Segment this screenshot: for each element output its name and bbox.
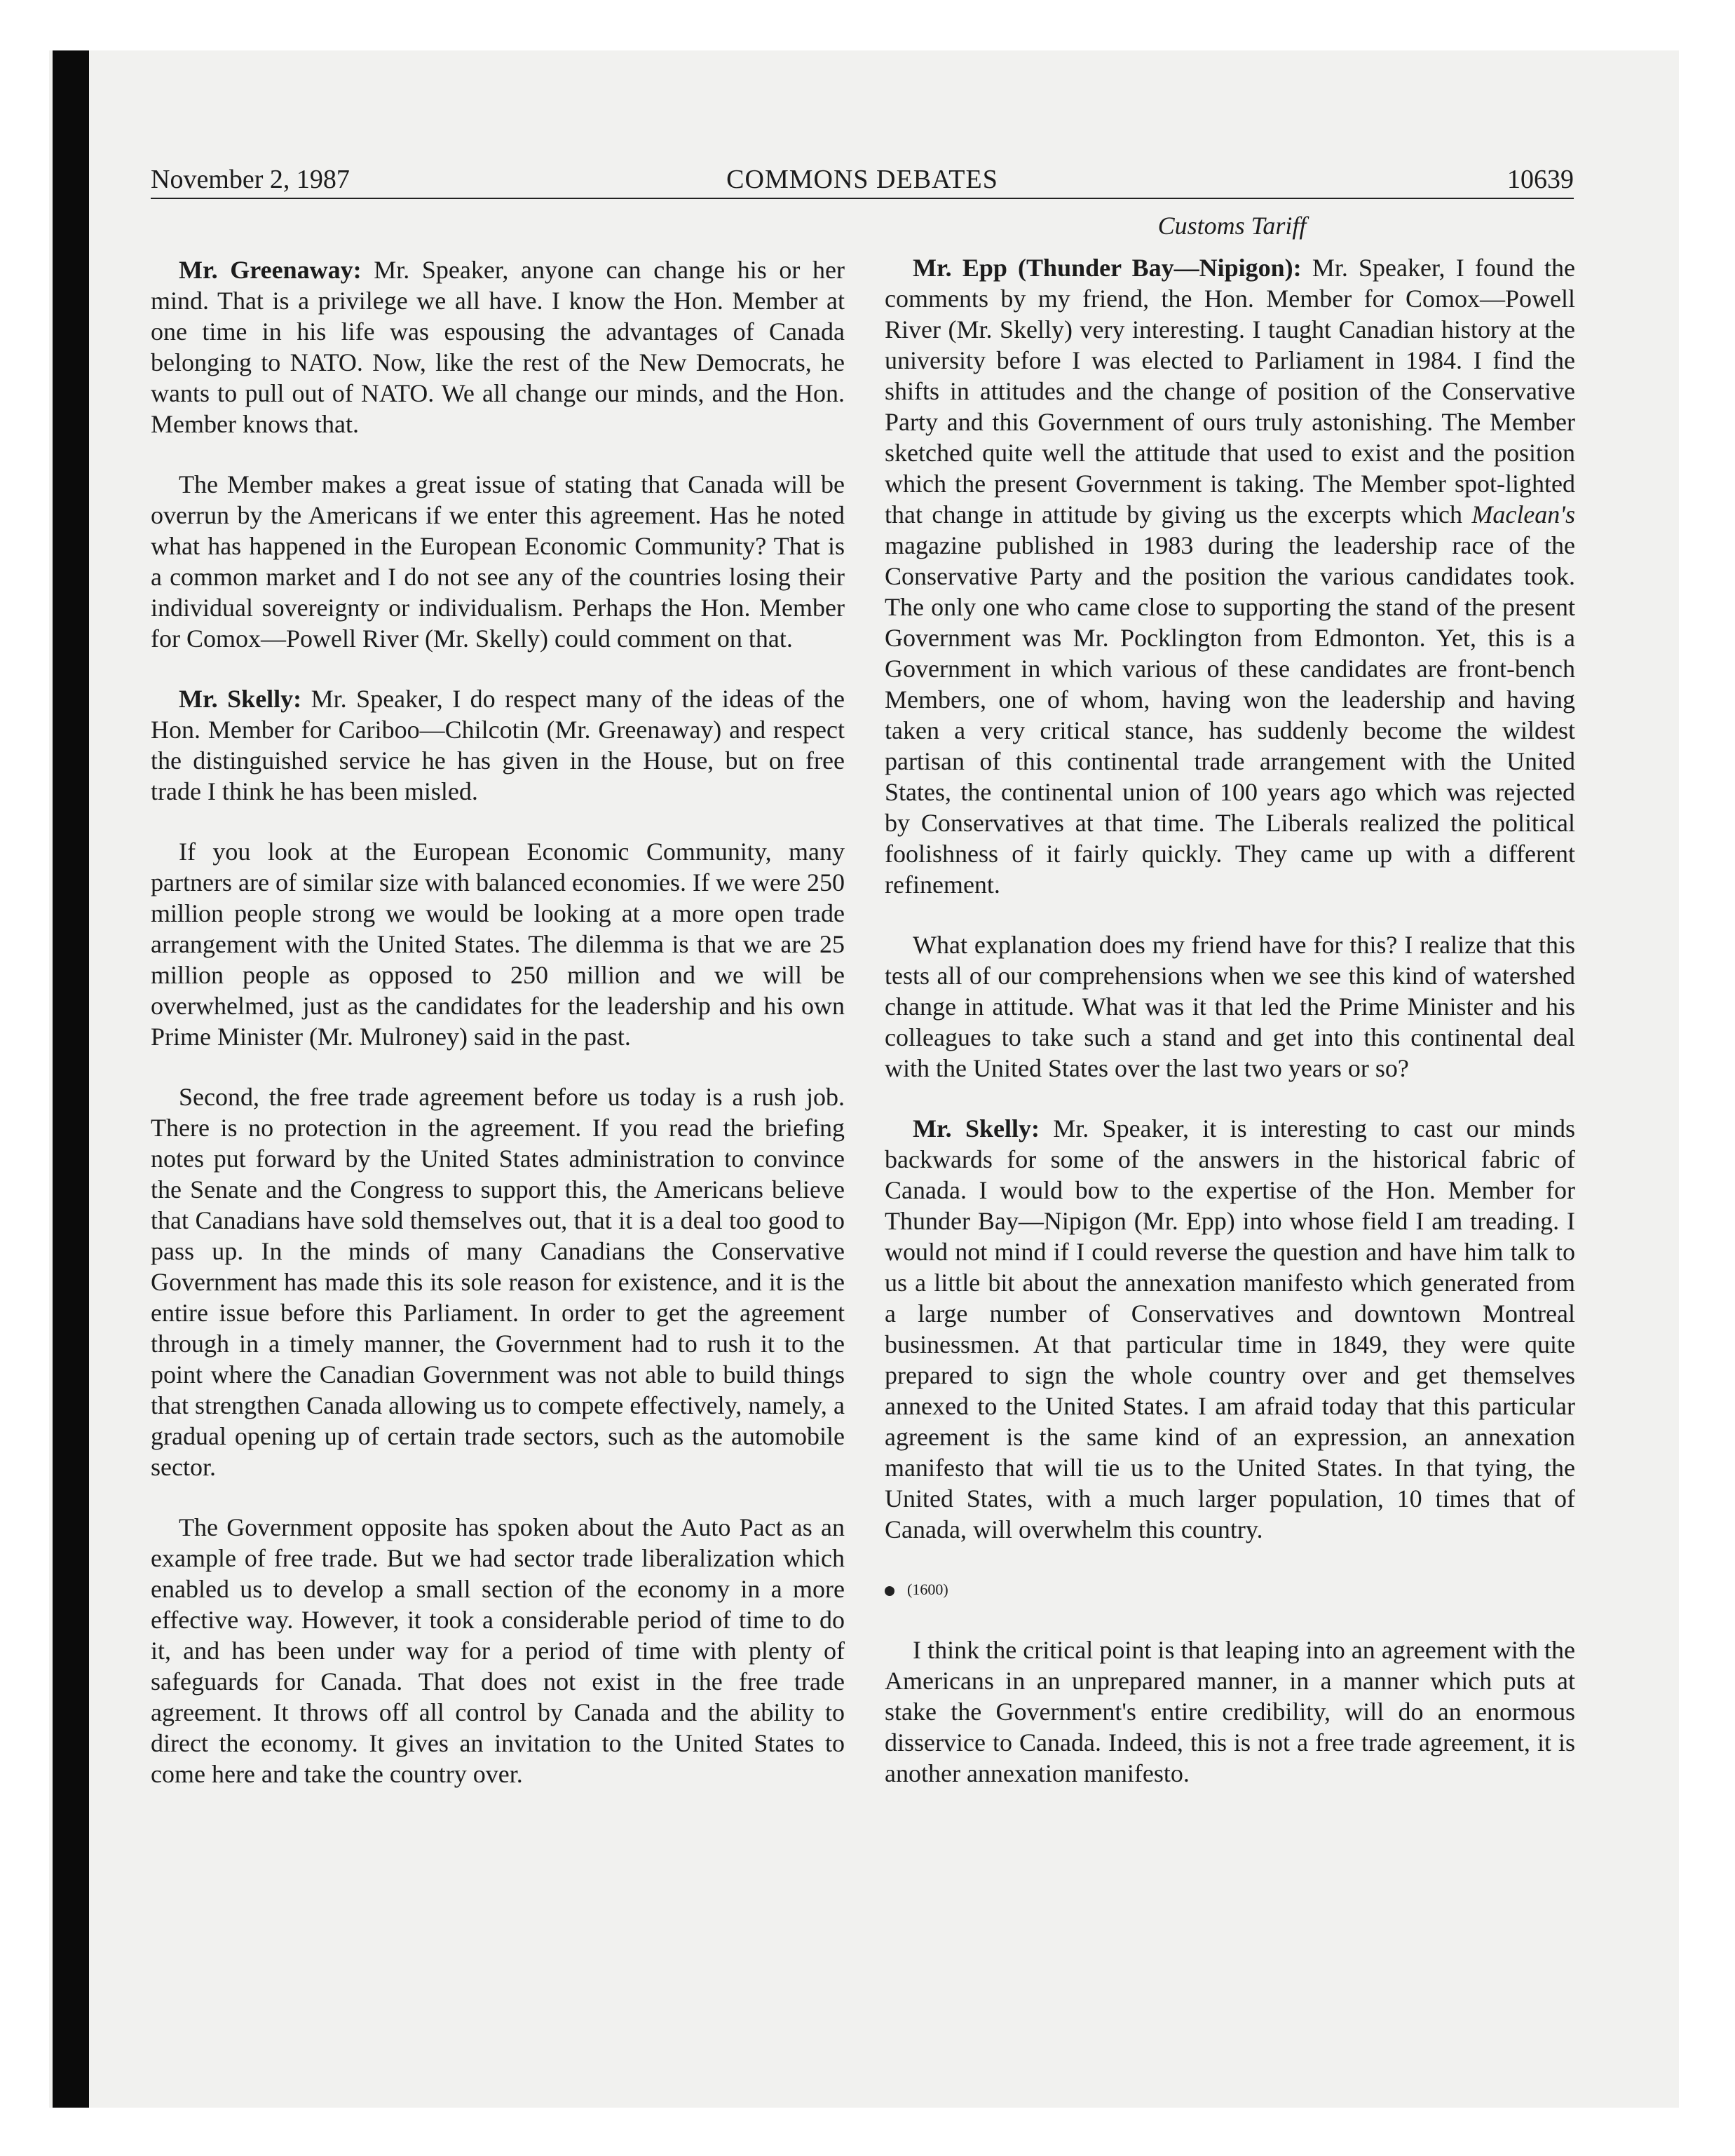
paragraph-text: Mr. Speaker, I found the comments by my friend, the Hon. Member for Comox—Powell River (Mr. Skelly) very interesting. I taught Canadian history at the university before I was elected to Parliament in 1984. I find the shifts in attitudes and the change of position of the Conservative Party and this Government of ours truly astonishing. The Member sketched quite well the attitude that used to exist and the position which the present Government is taking. The Member spot-lighted that change in attitude by giving us the excerpts which: [885, 254, 1575, 528]
paragraph: [885, 1635, 1575, 1789]
paragraph: [151, 836, 845, 1052]
speaker-name: Mr. Epp (Thunder Bay—Nipigon):: [913, 254, 1302, 282]
speaker-name: Mr. Skelly:: [179, 685, 302, 713]
paragraph: [151, 683, 845, 807]
speaker-name: Mr. Greenaway:: [179, 256, 362, 284]
paragraph: [885, 1113, 1575, 1545]
paragraph: [151, 254, 845, 439]
time-marker: [885, 1574, 1575, 1605]
left-column: [151, 254, 845, 1819]
paragraph-text: If you look at the European Economic Community, many partners are of similar size with balanced economies. If we were 250 million people strong we would be looking at a more open trade arrangement with the United States. The dilemma is that we are 25 million people as opposed to 250 million and we will be overwhelmed, just as the candidates for the leadership and his own Prime Minister (Mr. Mulroney) said in the past.: [151, 838, 845, 1051]
right-column: [885, 252, 1575, 1818]
page-header: [151, 163, 1574, 199]
paragraph: [885, 929, 1575, 1084]
paragraph: [885, 252, 1575, 900]
time-marker-text: (1600): [907, 1581, 948, 1598]
paragraph-text: Mr. Speaker, it is interesting to cast our minds backwards for some of the answers in the historical fabric of Canada. I would bow to the expertise of the Hon. Member for Thunder Bay—Nipigon (Mr. Epp) into whose field I am treading. I would not mind if I could reverse the question and have him talk to us a little bit about the annexation manifesto which generated from a large number of Conservatives and downtown Montreal businessmen. At that particular time in 1849, they were quite prepared to sign the whole country over and get themselves annexed to the United States. I am afraid today that this particular agreement is the same kind of an expression, an annexation manifesto that will tie us to the United States. In that tying, the United States, with a much larger population, 10 times that of Canada, will overwhelm this country.: [885, 1114, 1576, 1543]
paragraph-text: What explanation does my friend have for this? I realize that this tests all of our comprehensions when we see this kind of watershed change in attitude. What was it that led the Prime Minister and his colleagues to take such a stand and get into this continental deal with the United States over the last two years or so?: [885, 931, 1575, 1082]
section-title: Customs Tariff: [1157, 212, 1307, 240]
paragraph-text: Second, the free trade agreement before us today is a rush job. There is no protection in the agreement. If you read the briefing notes put forward by the United States administration to convince the Senate and the Congress to support this, the Americans believe that Canadians have sold themselves out, that it is a deal too good to pass up. In the minds of many Canadians the Conservative Government has made this its sole reason for existence, and it is the entire issue before this Parliament. In order to get the agreement through in a timely manner, the Government had to rush it to the point where the Canadian Government was not able to build things that strengthen Canada allowing us to compete effectively, namely, a gradual opening up of certain trade sectors, such as the automobile sector.: [151, 1083, 845, 1481]
paragraph-text: The Member makes a great issue of stating that Canada will be overrun by the Americans if we enter this agreement. Has he noted what has happened in the European Economic Community? That is a common market and I do not see any of the countries losing their individual sovereignty or individualism. Perhaps the Hon. Member for Comox—Powell River (Mr. Skelly) could comment on that.: [151, 470, 845, 653]
paragraph-text: magazine published in 1983 during the leadership race of the Conservative Party and the position the various candidates took. The only one who came close to supporting the stand of the present Government was Mr. Pocklington from Edmonton. Yet, this is a Government in which various of these candidates are front-bench Members, one of whom, having won the leadership and having taken a very critical stance, has suddenly become the wildest partisan of this continental trade arrangement with the United States, the continental union of 100 years ago which was rejected by Conservatives at that time. The Liberals realized the political foolishness of it fairly quickly. They came up with a different refinement.: [885, 531, 1575, 899]
bullet-icon: [885, 1586, 894, 1596]
paragraph: [151, 1512, 845, 1789]
header-date: November 2, 1987: [151, 165, 350, 194]
binding-edge: [53, 50, 89, 2108]
header-title: COMMONS DEBATES: [726, 165, 998, 194]
paragraph: [151, 469, 845, 654]
paragraph-text: The Government opposite has spoken about the Auto Pact as an example of free trade. But we had sector trade liberalization which enabled us to develop a small section of the economy in a more effective way. However, it took a considerable period of time to do it, and has been under way for a period of time with plenty of safeguards for Canada. That does not exist in the free trade agreement. It throws off all control by Canada and the ability to direct the economy. It gives an invitation to the United States to come here and take the country over.: [151, 1513, 845, 1788]
paragraph: [151, 1082, 845, 1482]
paragraph-text: Mr. Speaker, anyone can change his or her mind. That is a privilege we all have. I know the Hon. Member at one time in his life was espousing the advantages of Canada belonging to NATO. Now, like the rest of the New Democrats, he wants to pull out of NATO. We all change our minds, and the Hon. Member knows that.: [151, 256, 845, 438]
publication-title: Maclean's: [1471, 500, 1576, 528]
speaker-name: Mr. Skelly:: [913, 1114, 1040, 1142]
page-number: 10639: [1507, 165, 1574, 194]
paragraph-text: I think the critical point is that leaping into an agreement with the Americans in an unprepared manner, in a manner which puts at stake the Government's entire credibility, will do an enormous disservice to Canada. Indeed, this is not a free trade agreement, it is another annexation manifesto.: [885, 1636, 1575, 1787]
paragraph-text: Mr. Speaker, I do respect many of the ideas of the Hon. Member for Cariboo—Chilcotin (Mr. Greenaway) and respect the distinguished service he has given in the House, but on free trade I think he has been misled.: [151, 685, 845, 805]
